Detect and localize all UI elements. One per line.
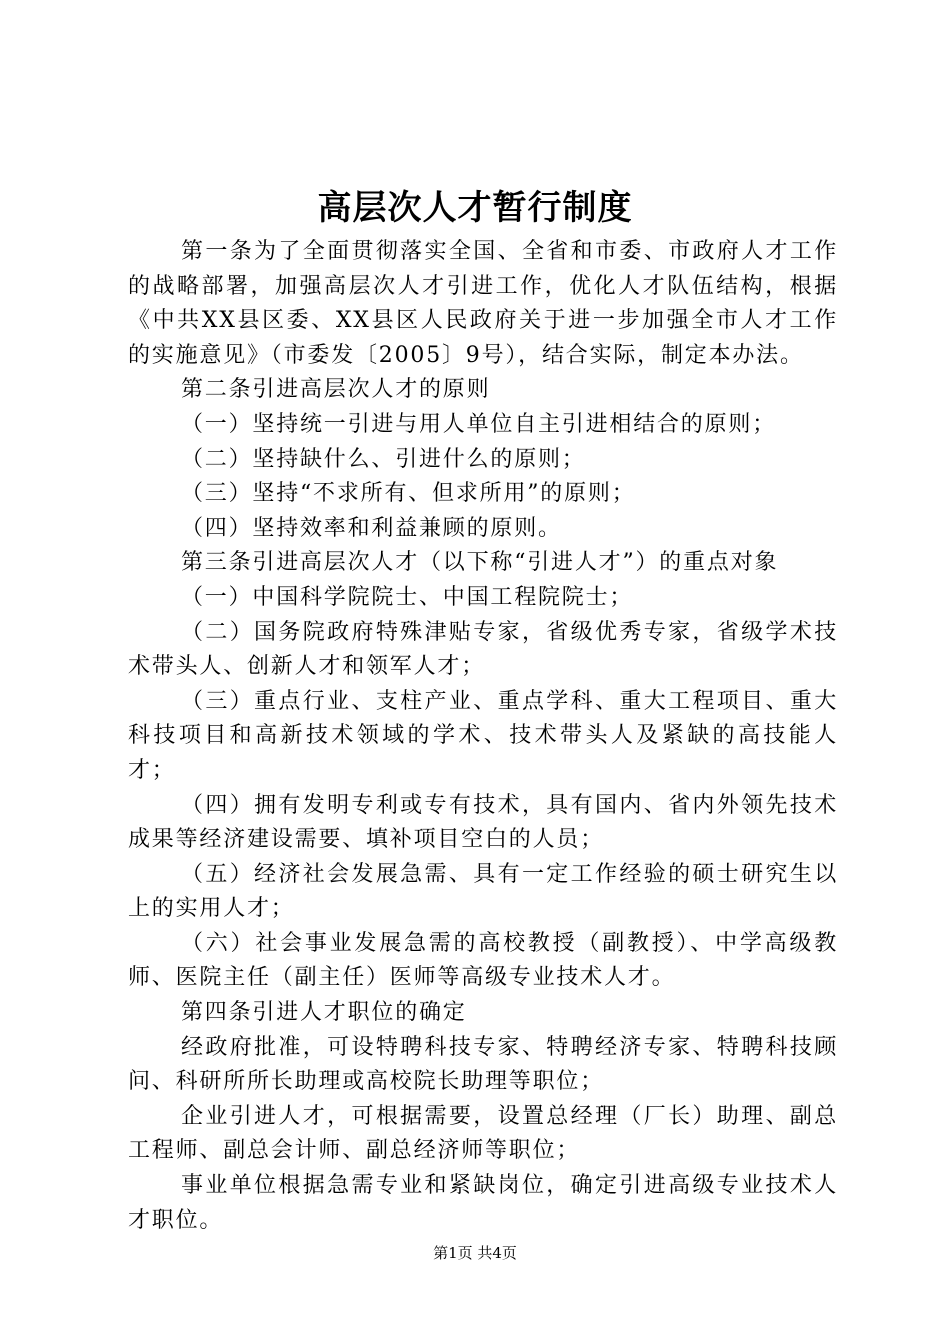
paragraph-principle-2: （二）坚持缺什么、引进什么的原则； — [181, 446, 586, 472]
document-body — [128, 235, 838, 1238]
paragraph-target-1: （一）中国科学院院士、中国工程院院士； — [181, 584, 634, 610]
paragraph-principle-3: （三）坚持“不求所有、但求所用”的原则； — [181, 481, 636, 507]
paragraph-article-2-heading: 第二条引进高层次人才的原则 — [181, 377, 491, 403]
paragraph-target-5: （五）经济社会发展急需、具有一定工作经验的硕士研究生以上的实用人才； — [128, 861, 838, 922]
paragraph-principle-4: （四）坚持效率和利益兼顾的原则。 — [181, 515, 562, 541]
paragraph-article-3-heading: 第三条引进高层次人才（以下称“引进人才”）的重点对象 — [181, 550, 779, 576]
document-title: 高层次人才暂行制度 — [317, 188, 633, 228]
paragraph-position-enterprise: 企业引进人才，可根据需要，设置总经理（厂长）助理、副总工程师、副总会计师、副总经济师等职位； — [128, 1103, 838, 1164]
paragraph-target-6: （六）社会事业发展急需的高校教授（副教授）、中学高级教师、医院主任（副主任）医师等高级专业技术人才。 — [128, 930, 838, 991]
paragraph-article-1: 第一条为了全面贯彻落实全国、全省和市委、市政府人才工作的战略部署，加强高层次人才引进工作，优化人才队伍结构，根据《中共XX县区委、XX县区人民政府关于进一步加强全市人才工作的实施意见》（市委发〔2005〕9号），结合实际，制定本办法。 — [128, 239, 838, 368]
paragraph-target-4: （四）拥有发明专利或专有技术，具有国内、省内外领先技术成果等经济建设需要、填补项目空白的人员； — [128, 792, 838, 853]
paragraph-position-government: 经政府批准，可设特聘科技专家、特聘经济专家、特聘科技顾问、科研所所长助理或高校院长助理等职位； — [128, 1034, 838, 1095]
paragraph-principle-1: （一）坚持统一引进与用人单位自主引进相结合的原则； — [181, 411, 777, 437]
paragraph-article-4-heading: 第四条引进人才职位的确定 — [181, 1000, 467, 1026]
paragraph-target-3: （三）重点行业、支柱产业、重点学科、重大工程项目、重大科技项目和高新技术领域的学术、技术带头人及紧缺的高技能人才； — [128, 688, 838, 783]
paragraph-target-2: （二）国务院政府特殊津贴专家，省级优秀专家，省级学术技术带头人、创新人才和领军人才； — [128, 619, 838, 680]
page-number-footer: 第1页 共4页 — [433, 1244, 517, 1262]
paragraph-position-institution: 事业单位根据急需专业和紧缺岗位，确定引进高级专业技术人才职位。 — [128, 1173, 838, 1233]
